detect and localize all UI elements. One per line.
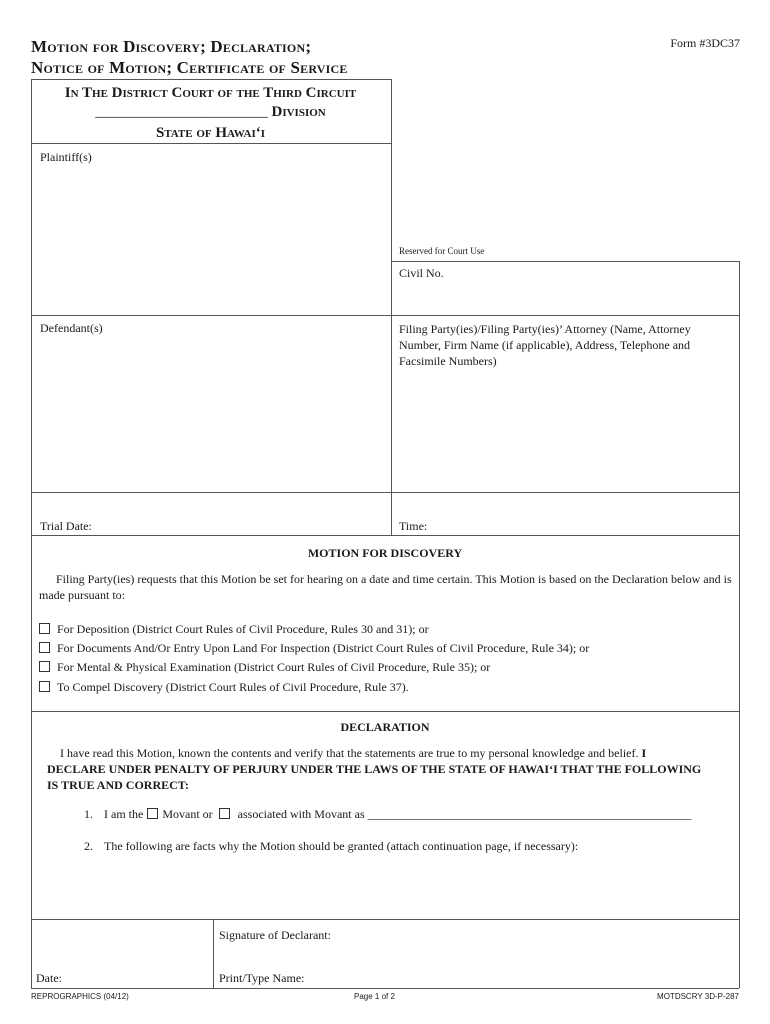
option-deposition xyxy=(39,622,429,637)
signature-field[interactable] xyxy=(219,945,734,967)
motion-top-rule xyxy=(31,535,739,536)
date-box-left xyxy=(31,919,32,988)
movant-label: Movant or xyxy=(162,807,213,821)
form-number: Form #3DC37 xyxy=(670,36,740,50)
declaration-heading: DECLARATION xyxy=(340,720,430,734)
filing-party-label: Filing Party(ies)/Filing Party(ies)’ Attorney (Name, Attorney Number, Firm Name (if applicable), Address, Telephone and Facsimile Numbers) xyxy=(399,322,691,368)
defendants-field[interactable] xyxy=(32,338,390,488)
option-examination xyxy=(39,660,490,675)
date-field[interactable] xyxy=(70,968,208,986)
perjury-end: IS TRUE AND CORRECT: xyxy=(47,778,189,792)
time-field[interactable] xyxy=(432,516,732,534)
footer-page-number: Page 1 of 2 xyxy=(354,992,395,1001)
division-label: Division xyxy=(271,104,326,120)
facts-field[interactable] xyxy=(36,858,734,914)
associated-checkbox[interactable] xyxy=(219,808,230,819)
caption-top-border xyxy=(31,79,391,80)
documents-checkbox[interactable] xyxy=(39,642,50,653)
deposition-label: For Deposition (District Court Rules of Civil Procedure, Rules 30 and 31); or xyxy=(57,622,429,636)
footer-reprographics: REPROGRAPHICS (04/12) xyxy=(31,992,129,1001)
compel-label: To Compel Discovery (District Court Rules of Civil Procedure, Rule 37). xyxy=(57,680,409,694)
declaration-item-2 xyxy=(84,839,578,854)
motion-heading: MOTION FOR DISCOVERY xyxy=(307,546,463,560)
declaration-intro-text: I have read this Motion, known the contents and verify that the statements are true to my personal knowledge and belief. xyxy=(60,746,639,760)
associated-role-field[interactable]: ______________________________________________________ xyxy=(367,807,692,821)
item-2-text: The following are facts why the Motion should be granted (attach continuation page, if necessary): xyxy=(104,839,579,853)
documents-label: For Documents And/Or Entry Upon Land For Inspection (District Court Rules of Civil Procedure, Rule 34); or xyxy=(57,641,590,655)
form-title-line-2: Notice of Motion; Certificate of Service xyxy=(31,58,348,77)
caption-rule xyxy=(31,143,391,144)
print-name-field[interactable] xyxy=(318,968,733,986)
option-documents xyxy=(39,641,589,656)
item-2-number: 2. xyxy=(84,839,93,853)
signature-top-rule xyxy=(31,919,739,920)
print-name-label: Print/Type Name: xyxy=(219,971,305,985)
plaintiffs-label: Plaintiff(s) xyxy=(40,150,92,164)
trial-date-label: Trial Date: xyxy=(40,519,92,533)
reserved-label: Reserved for Court Use xyxy=(399,246,485,256)
division-blank: _______________________ xyxy=(95,104,268,120)
parties-rule xyxy=(31,315,739,316)
associated-label: associated with Movant as xyxy=(237,807,365,821)
perjury-start: I xyxy=(641,746,647,760)
court-name: In The District Court of the Third Circuit xyxy=(64,85,357,101)
signature-divider xyxy=(213,919,214,988)
form-title xyxy=(31,36,348,78)
examination-label: For Mental & Physical Examination (District Court Rules of Civil Procedure, Rule 35); or xyxy=(57,660,491,674)
deposition-checkbox[interactable] xyxy=(39,623,50,634)
civil-no-field[interactable] xyxy=(460,264,735,310)
movant-checkbox[interactable] xyxy=(147,808,158,819)
form-right-border xyxy=(739,261,740,988)
reserved-rule xyxy=(391,261,739,262)
plaintiffs-field[interactable] xyxy=(32,166,390,313)
declaration-top-rule xyxy=(31,711,739,712)
compel-checkbox[interactable] xyxy=(39,681,50,692)
signature-label: Signature of Declarant: xyxy=(219,928,331,942)
perjury-clause: DECLARE UNDER PENALTY OF PERJURY UNDER THE LAWS OF THE STATE OF HAWAI‘I THAT THE FOLLOWING xyxy=(47,762,702,776)
declaration-intro xyxy=(47,745,737,793)
form-bottom-border xyxy=(31,988,739,989)
court-state: State of Hawai‘i xyxy=(155,125,266,141)
defendants-label: Defendant(s) xyxy=(40,321,103,335)
item-1-number: 1. xyxy=(84,807,93,821)
date-label: Date: xyxy=(36,971,62,985)
examination-checkbox[interactable] xyxy=(39,661,50,672)
item-1-prefix: I am the xyxy=(104,807,144,821)
civil-no-label: Civil No. xyxy=(399,266,444,280)
form-title-line-1: Motion for Discovery; Declaration; xyxy=(31,37,312,56)
option-compel xyxy=(39,680,409,695)
filing-party-field[interactable] xyxy=(392,372,738,490)
motion-text: Filing Party(ies) requests that this Motion be set for hearing on a date and time certain. This Motion is based on the Declaration below and is made pursuant to: xyxy=(39,572,732,602)
trial-date-field[interactable] xyxy=(100,516,385,534)
declaration-item-1 xyxy=(84,807,692,822)
time-label: Time: xyxy=(399,519,428,533)
footer-form-code: MOTDSCRY 3D-P-287 xyxy=(657,992,739,1001)
court-division xyxy=(31,104,390,121)
trial-rule xyxy=(31,492,739,493)
